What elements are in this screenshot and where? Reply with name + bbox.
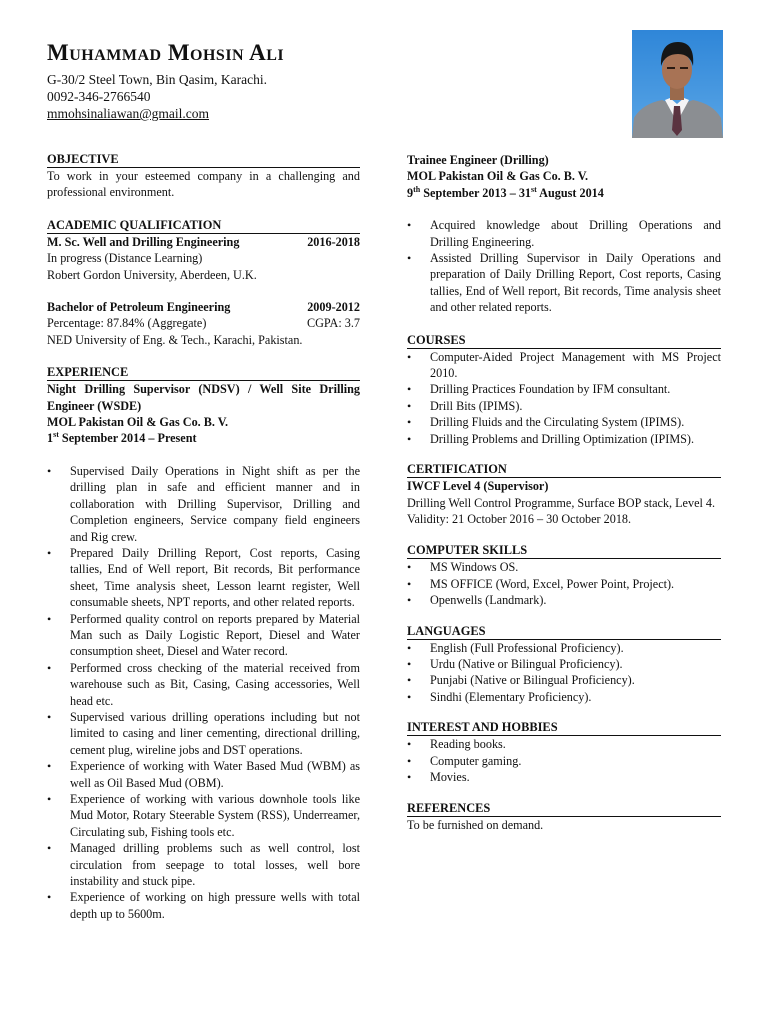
list-item: • Computer gaming. — [407, 753, 721, 769]
hobbies-list — [407, 736, 721, 785]
cert-validity: Validity: 21 October 2016 – 30 October 2018. — [407, 511, 632, 526]
list-item: • Urdu (Native or Bilingual Proficiency). — [407, 656, 721, 672]
bsc-scores — [47, 315, 360, 331]
bsc-percentage: Percentage: 87.84% (Aggregate) — [47, 316, 207, 331]
job2-role: Trainee Engineer (Drilling) — [407, 153, 549, 167]
list-item: • English (Full Professional Proficiency). — [407, 640, 721, 656]
contact-block — [47, 71, 267, 122]
phone: 0092-346-2766540 — [47, 89, 151, 104]
list-item: • Supervised Daily Operations in Night shift as per the drilling plan in safe and efficient manner and in collaboration with Drilling Supervisor, Drilling and Completion engineers, Service company field engineers and Rig crew. — [47, 463, 360, 545]
msc-years: 2016-2018 — [307, 234, 360, 249]
section-title-academic: ACADEMIC QUALIFICATION — [47, 218, 360, 234]
bsc-row — [47, 299, 360, 315]
person-portrait-icon — [632, 30, 723, 138]
job1-bullets — [47, 463, 360, 922]
list-item: • Experience of working with various downhole tools like Mud Motor, Rotary Steerable System (RSS), Underreamer, Circulating sub, Fishing tools etc. — [47, 791, 360, 840]
section-title-objective: OBJECTIVE — [47, 152, 360, 168]
list-item: • Reading books. — [407, 736, 721, 752]
candidate-name: Muhammad Mohsin Ali — [47, 40, 285, 65]
list-item: • Punjabi (Native or Bilingual Proficiency). — [407, 672, 721, 688]
list-item: • Openwells (Landmark). — [407, 592, 721, 608]
left-column — [47, 152, 360, 922]
section-title-languages: LANGUAGES — [407, 624, 721, 640]
job2-company: MOL Pakistan Oil & Gas Co. B. V. — [407, 169, 589, 184]
list-item: • Performed cross checking of the material received from warehouse such as Bit, Casing, Casing accessories, Well head etc. — [47, 660, 360, 709]
job2-bullets — [407, 217, 721, 315]
list-item: • Experience of working on high pressure wells with total depth up to 5600m. — [47, 889, 360, 922]
cert-programme: Drilling Well Control Programme, Surface BOP stack, Level 4. — [407, 495, 716, 510]
list-item: • Drilling Practices Foundation by IFM consultant. — [407, 381, 721, 397]
section-title-courses: COURSES — [407, 333, 721, 349]
msc-row — [47, 234, 360, 250]
cert-name: IWCF Level 4 (Supervisor) — [407, 479, 549, 494]
profile-photo — [632, 30, 723, 138]
job1-role: Night Drilling Supervisor (NDSV) / Well Site Drilling Engineer (WSDE) — [47, 382, 360, 413]
address: G-30/2 Steel Town, Bin Qasim, Karachi. — [47, 72, 268, 87]
objective-text: To work in your esteemed company in a challenging and professional environment. — [47, 169, 360, 200]
msc-status: In progress (Distance Learning) — [47, 251, 203, 266]
list-item: • Managed drilling problems such as well control, lost circulation from seepage to total losses, well bore instability and stuck pipe. — [47, 840, 360, 889]
list-item: • Drilling Fluids and the Circulating System (IPIMS). — [407, 414, 721, 430]
bsc-degree: Bachelor of Petroleum Engineering — [47, 300, 231, 315]
list-item: • Performed quality control on reports prepared by Material Man such as Daily Logistic Report, Diesel and Water consumption sheet, Diesel and Water record. — [47, 611, 360, 660]
list-item: • Computer-Aided Project Management with MS Project 2010. — [407, 349, 721, 382]
job2-dates: 9th September 2013 – 31st August 2014 — [407, 184, 604, 200]
courses-list — [407, 349, 721, 447]
msc-institution: Robert Gordon University, Aberdeen, U.K. — [47, 267, 257, 282]
msc-degree: M. Sc. Well and Drilling Engineering — [47, 234, 240, 249]
section-title-experience: EXPERIENCE — [47, 365, 360, 381]
skills-list — [407, 559, 721, 608]
list-item: • Drilling Problems and Drilling Optimization (IPIMS). — [407, 431, 721, 447]
right-column — [407, 152, 721, 834]
list-item: • Acquired knowledge about Drilling Operations and Drilling Engineering. — [407, 217, 721, 250]
bsc-cgpa: CGPA: 3.7 — [306, 316, 360, 331]
section-title-references: REFERENCES — [407, 801, 721, 817]
list-item: • Prepared Daily Drilling Report, Cost reports, Casing tallies, End of Well report, Bit records, Bit performance sheet, Time analysis sheet, Lesson learnt register, Well consumable sheets, NPT reports, and other related reports. — [47, 545, 360, 611]
email-link[interactable]: mmohsinaliawan@gmail.com — [47, 106, 210, 121]
job1-dates: 1st September 2014 – Present — [47, 430, 197, 446]
languages-list — [407, 640, 721, 706]
list-item: • Movies. — [407, 769, 721, 785]
list-item: • Supervised various drilling operations including but not limited to casing and liner cementing, directional drilling, cement plug, wireline jobs and DST operations. — [47, 709, 360, 758]
bsc-institution: NED University of Eng. & Tech., Karachi, Pakistan. — [47, 332, 303, 347]
list-item: • Sindhi (Elementary Proficiency). — [407, 689, 721, 705]
bsc-years: 2009-2012 — [307, 300, 360, 315]
list-item: • Assisted Drilling Supervisor in Daily Operations and preparation of Daily Drilling Report, Cost reports, Casing tallies, End of Well report, Bit records, Time analysis sheet and other related reports. — [407, 250, 721, 316]
list-item: • MS OFFICE (Word, Excel, Power Point, Project). — [407, 576, 721, 592]
list-item: • MS Windows OS. — [407, 559, 721, 575]
list-item: • Drill Bits (IPIMS). — [407, 398, 721, 414]
section-title-certification: CERTIFICATION — [407, 462, 721, 478]
list-item: • Experience of working with Water Based Mud (WBM) as well as Oil Based Mud (OBM). — [47, 758, 360, 791]
references-text: To be furnished on demand. — [407, 818, 544, 833]
section-title-hobbies: INTEREST AND HOBBIES — [407, 720, 721, 736]
job1-company: MOL Pakistan Oil & Gas Co. B. V. — [47, 415, 229, 430]
section-title-computer-skills: COMPUTER SKILLS — [407, 543, 721, 559]
